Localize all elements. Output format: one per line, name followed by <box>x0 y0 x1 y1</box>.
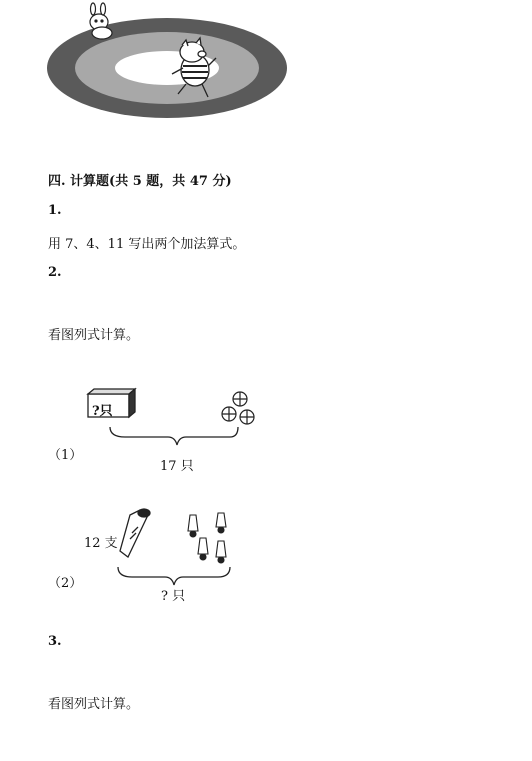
question-2-instruction: 看图列式计算。 <box>48 328 140 343</box>
question-2-part-1-box-label: ?只 <box>92 404 113 419</box>
question-2-part-1-label: （1） <box>48 448 83 463</box>
brace-icon <box>118 567 230 585</box>
shuttlecock-icon <box>188 513 226 563</box>
running-track-illustration <box>40 0 300 125</box>
section-heading: 四. 计算题(共 5 题，共 47 分) <box>48 174 232 189</box>
question-2-part-2-total-label: ? 只 <box>161 589 186 604</box>
question-2-part-2-figure <box>110 505 250 595</box>
question-2-part-2-label: （2） <box>48 576 83 591</box>
question-3-number: 3. <box>48 634 62 649</box>
question-1-number: 1. <box>48 203 62 218</box>
basketball-icon <box>222 392 254 424</box>
question-3-instruction: 看图列式计算。 <box>48 697 140 712</box>
question-2-number: 2. <box>48 265 62 280</box>
rabbit-icon <box>90 3 112 39</box>
question-2-part-1-total-label: 17 只 <box>160 459 194 474</box>
question-2-part-2-tube-label: 12 支 <box>84 536 118 551</box>
question-1-text: 用 7、4、11 写出两个加法算式。 <box>48 237 246 252</box>
shuttlecock-tube-icon <box>120 509 150 557</box>
brace-icon <box>110 427 238 445</box>
